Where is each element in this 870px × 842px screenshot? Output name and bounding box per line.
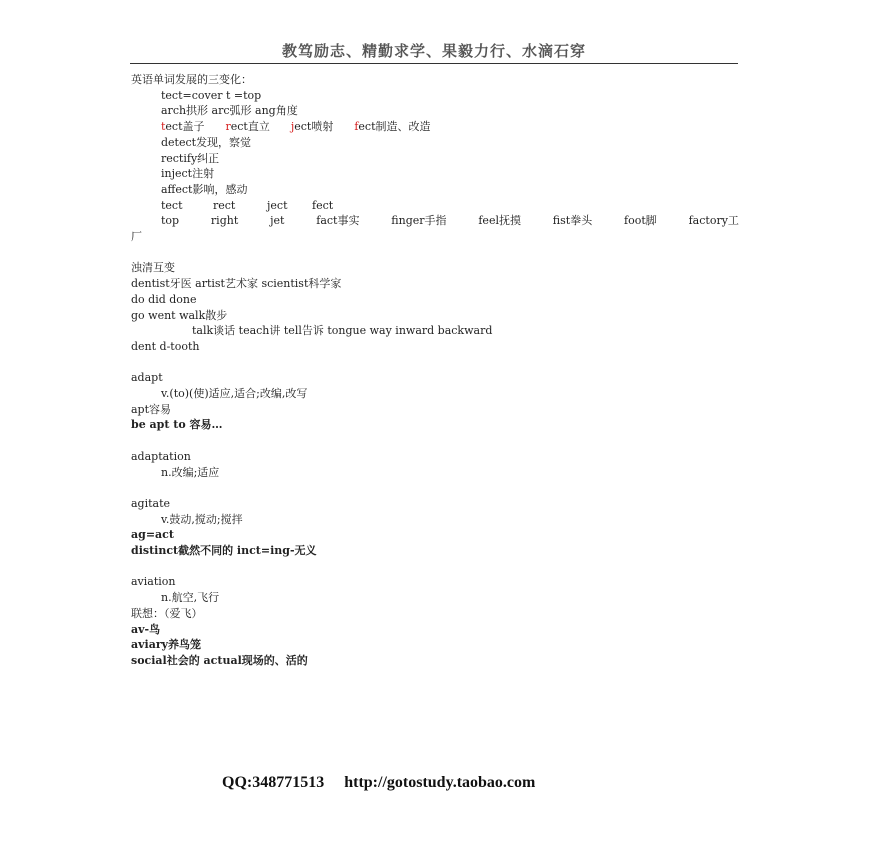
definition: n.航空,飞行 <box>161 591 220 605</box>
text-line <box>131 119 739 135</box>
definition: v.(to)(使)适应,适合;改编,改写 <box>161 387 308 401</box>
text-line: affect影响，感动 <box>161 182 248 196</box>
word-part: ect直立 <box>230 120 270 134</box>
root-word: rect <box>213 198 236 212</box>
text-line: do did done <box>131 292 197 306</box>
page-header: 教笃励志、精勤求学、果毅力行、水滴石穿 <box>281 42 586 60</box>
text-line: 联想：（爱飞） <box>131 606 203 620</box>
example-word: foot脚 <box>624 214 657 228</box>
highlight-letter: r <box>225 120 231 134</box>
vocab-word: adapt <box>131 371 163 385</box>
text-line: dentist牙医 artist艺术家 scientist科学家 <box>131 277 342 291</box>
vocab-word: aviation <box>131 575 176 589</box>
example-word: jet <box>270 214 285 228</box>
highlight-letter: f <box>354 120 359 134</box>
example-word: factory工 <box>688 214 739 228</box>
word-part: ect盖子 <box>165 120 205 134</box>
page-footer <box>222 774 535 792</box>
text-line: be apt to 容易… <box>131 418 223 432</box>
text-line: rectify纠正 <box>161 151 220 165</box>
text-line: ag=act <box>131 528 174 542</box>
text-line <box>131 198 739 214</box>
section-title: 浊清互变 <box>131 261 175 275</box>
text-line: dent d-tooth <box>131 339 200 353</box>
text-line: social社会的 actual现场的、活的 <box>131 653 308 667</box>
root-word: tect <box>161 198 183 212</box>
text-line: talk谈话 teach讲 tell告诉 tongue way inward backward <box>192 324 493 338</box>
text-line <box>131 213 739 229</box>
example-word: top <box>161 214 180 228</box>
section-title: 英语单词发展的三变化： <box>131 73 252 86</box>
example-word: finger手指 <box>391 214 447 228</box>
root-word: ject <box>267 198 288 212</box>
text-line: apt容易 <box>131 402 172 416</box>
text-line: inject注射 <box>161 167 215 181</box>
highlight-letter: t <box>161 120 166 134</box>
example-word: fist拳头 <box>552 214 593 228</box>
footer-url: http://gotostudy.taobao.com <box>344 774 536 791</box>
text-line: detect发现，察觉 <box>161 135 252 149</box>
text-line: go went walk散步 <box>131 308 228 322</box>
text-line: aviary养鸟笼 <box>131 638 202 652</box>
example-word: right <box>210 214 239 228</box>
example-word: fact事实 <box>316 214 360 228</box>
example-word: feel抚摸 <box>478 214 521 228</box>
text-line: tect=cover t =top <box>161 88 262 102</box>
text-line: av-鸟 <box>131 622 161 636</box>
root-word: fect <box>312 198 334 212</box>
text-line: 厂 <box>131 230 142 244</box>
vocab-word: adaptation <box>131 449 191 463</box>
definition: v.鼓动,搅动;搅拌 <box>161 512 243 526</box>
document-body <box>131 72 739 669</box>
highlight-letter: j <box>290 120 295 134</box>
footer-qq: QQ:348771513 <box>222 774 325 791</box>
header-rule <box>130 63 738 64</box>
vocab-word: agitate <box>131 496 171 510</box>
word-part: ect喷射 <box>294 120 334 134</box>
word-part: ect制造、改造 <box>358 120 431 134</box>
definition: n.改编;适应 <box>161 465 220 479</box>
text-line: arch拱形 arc弧形 ang角度 <box>161 104 298 118</box>
text-line: distinct截然不同的 inct=ing-无义 <box>131 544 317 558</box>
